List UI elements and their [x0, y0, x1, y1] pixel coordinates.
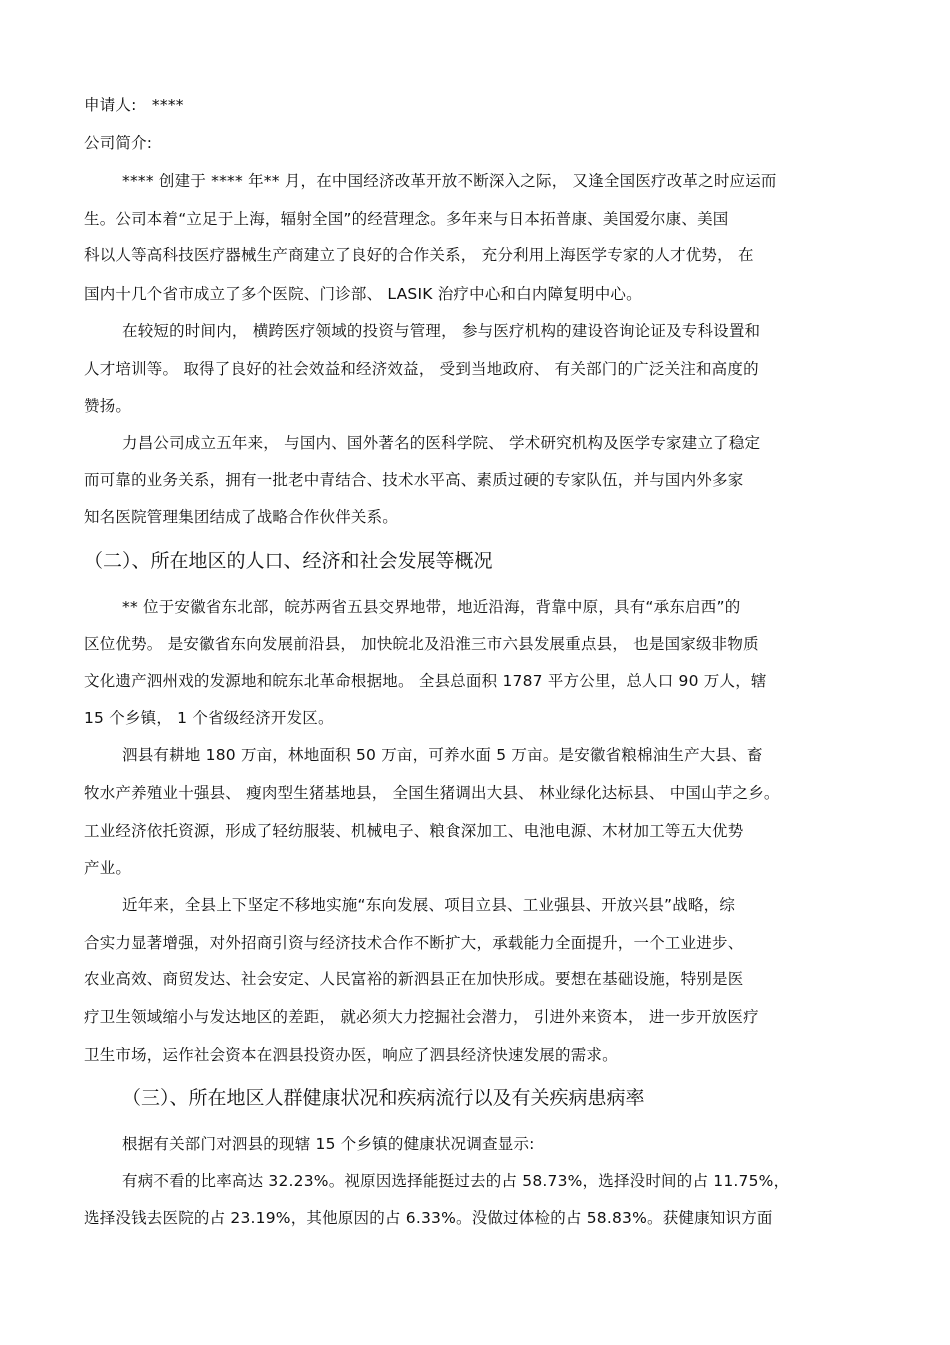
paragraph-line: 知名医院管理集团结成了战略合作伙伴关系。	[84, 508, 399, 526]
paragraph-line: 力昌公司成立五年来， 与国内、国外著名的医科学院、 学术研究机构及医学专家建立了稳定	[122, 434, 761, 452]
company-intro-label: 公司简介:	[84, 134, 153, 152]
paragraph-line: 农业高效、商贸发达、社会安定、人民富裕的新泗县正在加快形成。要想在基础设施，特别是医	[84, 970, 744, 988]
paragraph-line: 文化遗产泗州戏的发源地和皖东北革命根据地。 全县总面积 1787 平方公里，总人口 90 万人，辖	[84, 672, 767, 690]
paragraph-line: 科以人等高科技医疗器械生产商建立了良好的合作关系， 充分利用上海医学专家的人才优势， 在	[84, 246, 754, 264]
paragraph-line: 在较短的时间内， 横跨医疗领域的投资与管理， 参与医疗机构的建设咨询论证及专科设置和	[122, 322, 761, 340]
section-heading: （三）、所在地区人群健康状况和疾病流行以及有关疾病患病率	[122, 1087, 645, 1109]
section-heading: （二）、所在地区的人口、经济和社会发展等概况	[84, 550, 493, 572]
paragraph-line: 生。公司本着“立足于上海，辐射全国”的经营理念。多年来与日本拓普康、美国爱尔康、美国	[84, 210, 729, 228]
paragraph-line: 选择没钱去医院的占 23.19%，其他原因的占 6.33%。没做过体检的占 58.83%。获健康知识方面	[84, 1209, 773, 1227]
paragraph-line: 15 个乡镇， 1 个省级经济开发区。	[84, 709, 334, 727]
applicant-line	[84, 95, 184, 115]
applicant-label: 申请人:	[84, 96, 137, 114]
paragraph-line: 产业。	[84, 859, 132, 877]
applicant-value: ****	[151, 96, 184, 114]
paragraph-line: 国内十几个省市成立了多个医院、门诊部、 LASIK 治疗中心和白内障复明中心。	[84, 285, 642, 303]
paragraph-line: 有病不看的比率高达 32.23%。视原因选择能挺过去的占 58.73%，选择没时间的占 11.75%，	[122, 1172, 790, 1190]
paragraph-line: 根据有关部门对泗县的现辖 15 个乡镇的健康状况调查显示:	[122, 1135, 535, 1153]
paragraph-line: 人才培训等。 取得了良好的社会效益和经济效益， 受到当地政府、 有关部门的广泛关注和高度的	[84, 360, 759, 378]
paragraph-line: 卫生市场，运作社会资本在泗县投资办医，响应了泗县经济快速发展的需求。	[84, 1046, 618, 1064]
paragraph-line: 疗卫生领域缩小与发达地区的差距， 就必须大力挖掘社会潜力， 引进外来资本， 进一步开放医疗	[84, 1008, 759, 1026]
paragraph-line: 牧水产养殖业十强县、 瘦肉型生猪基地县， 全国生猪调出大县、 林业绿化达标县、 中国山芋之乡。	[84, 784, 780, 802]
paragraph-line: **** 创建于 **** 年** 月，在中国经济改革开放不断深入之际， 又逢全国医疗改革之时应运而	[122, 172, 777, 190]
paragraph-line: 区位优势。 是安徽省东向发展前沿县， 加快皖北及沿淮三市六县发展重点县， 也是国家级非物质	[84, 635, 759, 653]
paragraph-line: 近年来，全县上下坚定不移地实施“东向发展、项目立县、工业强县、开放兴县”战略，综	[122, 896, 736, 914]
paragraph-line: 赞扬。	[84, 397, 132, 415]
paragraph-line: 泗县有耕地 180 万亩，林地面积 50 万亩，可养水面 5 万亩。是安徽省粮棉油生产大县、畜	[122, 746, 763, 764]
paragraph-line: 工业经济依托资源，形成了轻纺服装、机械电子、粮食深加工、电池电源、木材加工等五大优势	[84, 822, 744, 840]
paragraph-line: ** 位于安徽省东北部，皖苏两省五县交界地带，地近沿海，背靠中原，具有“承东启西”的	[122, 598, 741, 616]
paragraph-line: 合实力显著增强，对外招商引资与经济技术合作不断扩大，承载能力全面提升，一个工业进步、	[84, 934, 744, 952]
paragraph-line: 而可靠的业务关系，拥有一批老中青结合、技术水平高、素质过硬的专家队伍，并与国内外多家	[84, 471, 744, 489]
